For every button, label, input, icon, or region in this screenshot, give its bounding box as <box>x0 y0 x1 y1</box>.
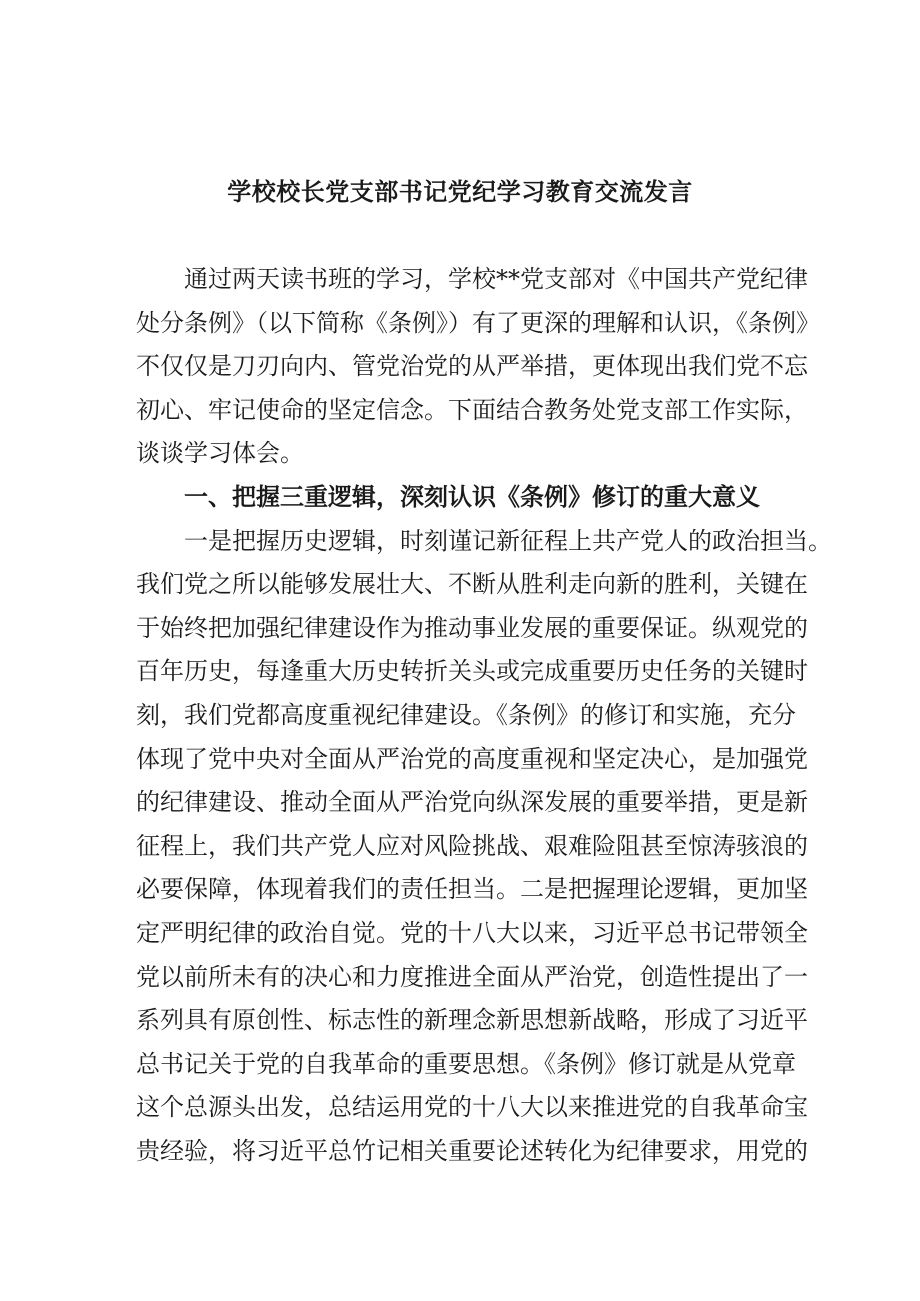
section-paragraph <box>136 520 832 1174</box>
text-line: 这个总源头出发，总结运用党的十八大以来推进党的自我革命宝 <box>136 1093 808 1122</box>
text-line: 一是把握历史逻辑，时刻谨记新征程上共产党人的政治担当。 <box>184 526 832 555</box>
text-line: 通过两天读书班的学习，学校**党支部对《中国共产党纪律 <box>184 265 808 293</box>
text-line: 总书记关于党的自我革命的重要思想。《条例》修订就是从党章 <box>136 1049 796 1078</box>
text-line: 处分条例》（以下简称《条例》）有了更深的理解和认识，《条例》 <box>136 308 820 337</box>
intro-paragraph <box>136 258 820 476</box>
section-heading: 一、把握三重逻辑，深刻认识《条例》修订的重大意义 <box>184 482 760 511</box>
text-line: 体现了党中央对全面从严治党的高度重视和坚定决心，是加强党 <box>136 744 808 773</box>
text-line: 贵经验，将习近平总竹记相关重要论述转化为纪律要求，用党的 <box>136 1136 808 1165</box>
text-line: 我们党之所以能够发展壮大、不断从胜利走向新的胜利，关键在 <box>136 570 808 599</box>
text-line: 定严明纪律的政治自觉。党的十八大以来，习近平总书记带领全 <box>136 918 808 947</box>
text-line: 必要保障，体现着我们的责任担当。二是把握理论逻辑，更加坚 <box>136 875 808 904</box>
text-line: 百年历史，每逢重大历史转折关头或完成重要历史任务的关键时 <box>136 657 808 686</box>
text-line: 的纪律建设、推动全面从严治党向纵深发展的重要举措，更是新 <box>136 788 808 817</box>
document-body <box>136 258 832 1173</box>
text-line: 刻，我们党都高度重视纪律建设。《条例》的修订和实施，充分 <box>136 700 796 729</box>
text-line: 于始终把加强纪律建设作为推动事业发展的重要保证。纵观党的 <box>136 613 808 642</box>
text-line: 党以前所未有的决心和力度推进全面从严治党，创造性提出了一 <box>136 962 808 991</box>
text-line: 谈谈学习体会。 <box>136 439 304 468</box>
text-line: 系列具有原创性、标志性的新理念新思想新战略，形成了习近平 <box>136 1006 808 1035</box>
text-line: 不仅仅是刀刃向内、管党治党的从严举措，更体现出我们党不忘 <box>136 352 808 381</box>
text-line: 征程上，我们共产党人应对风险挑战、艰难险阻甚至惊涛骇浪的 <box>136 831 808 860</box>
document-title: 学校校长党支部书记党纪学习教育交流发言 <box>227 178 693 206</box>
text-line: 初心、牢记使命的坚定信念。下面结合教务处党支部工作实际， <box>136 395 808 424</box>
